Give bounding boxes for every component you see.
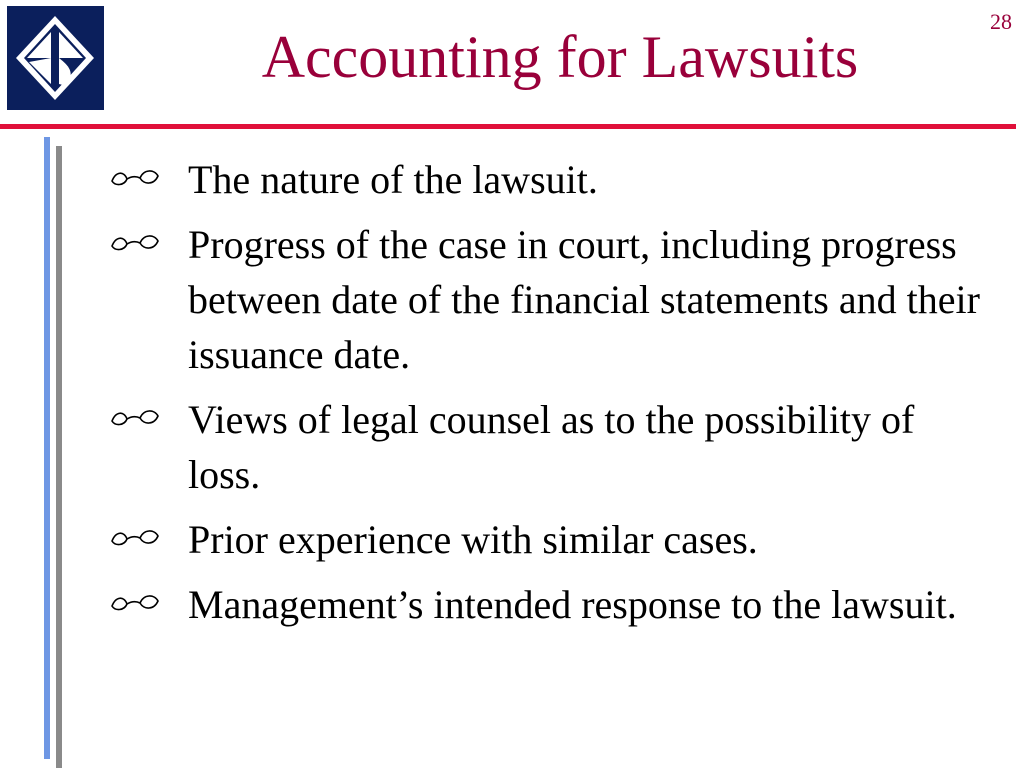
bullet-text: The nature of the lawsuit. — [188, 157, 598, 202]
spectacles-icon — [110, 217, 188, 258]
list-item — [110, 152, 990, 207]
slide-title: Accounting for Lawsuits — [261, 24, 859, 90]
spectacles-icon — [110, 152, 188, 193]
spectacles-icon — [110, 512, 188, 553]
list-item — [110, 577, 990, 632]
slide-number: 28 — [990, 9, 1012, 34]
spectacles-icon — [110, 577, 188, 618]
spectacles-icon — [110, 392, 188, 433]
bullet-text: Management’s intended response to the lawsuit. — [188, 582, 957, 627]
title-divider — [0, 124, 1016, 129]
bullet-text: Progress of the case in court, including progress between date of the financial statements and their issuance date. — [188, 222, 980, 377]
bullet-text: Prior experience with similar cases. — [188, 517, 758, 562]
left-accent-bar-gray — [56, 146, 62, 768]
bullet-text: Views of legal counsel as to the possibility of loss. — [188, 397, 915, 497]
list-item — [110, 392, 990, 502]
list-item — [110, 217, 990, 382]
logo-icon — [7, 6, 104, 110]
bullet-list — [110, 152, 990, 642]
left-accent-bar-blue — [44, 137, 50, 759]
list-item — [110, 512, 990, 567]
